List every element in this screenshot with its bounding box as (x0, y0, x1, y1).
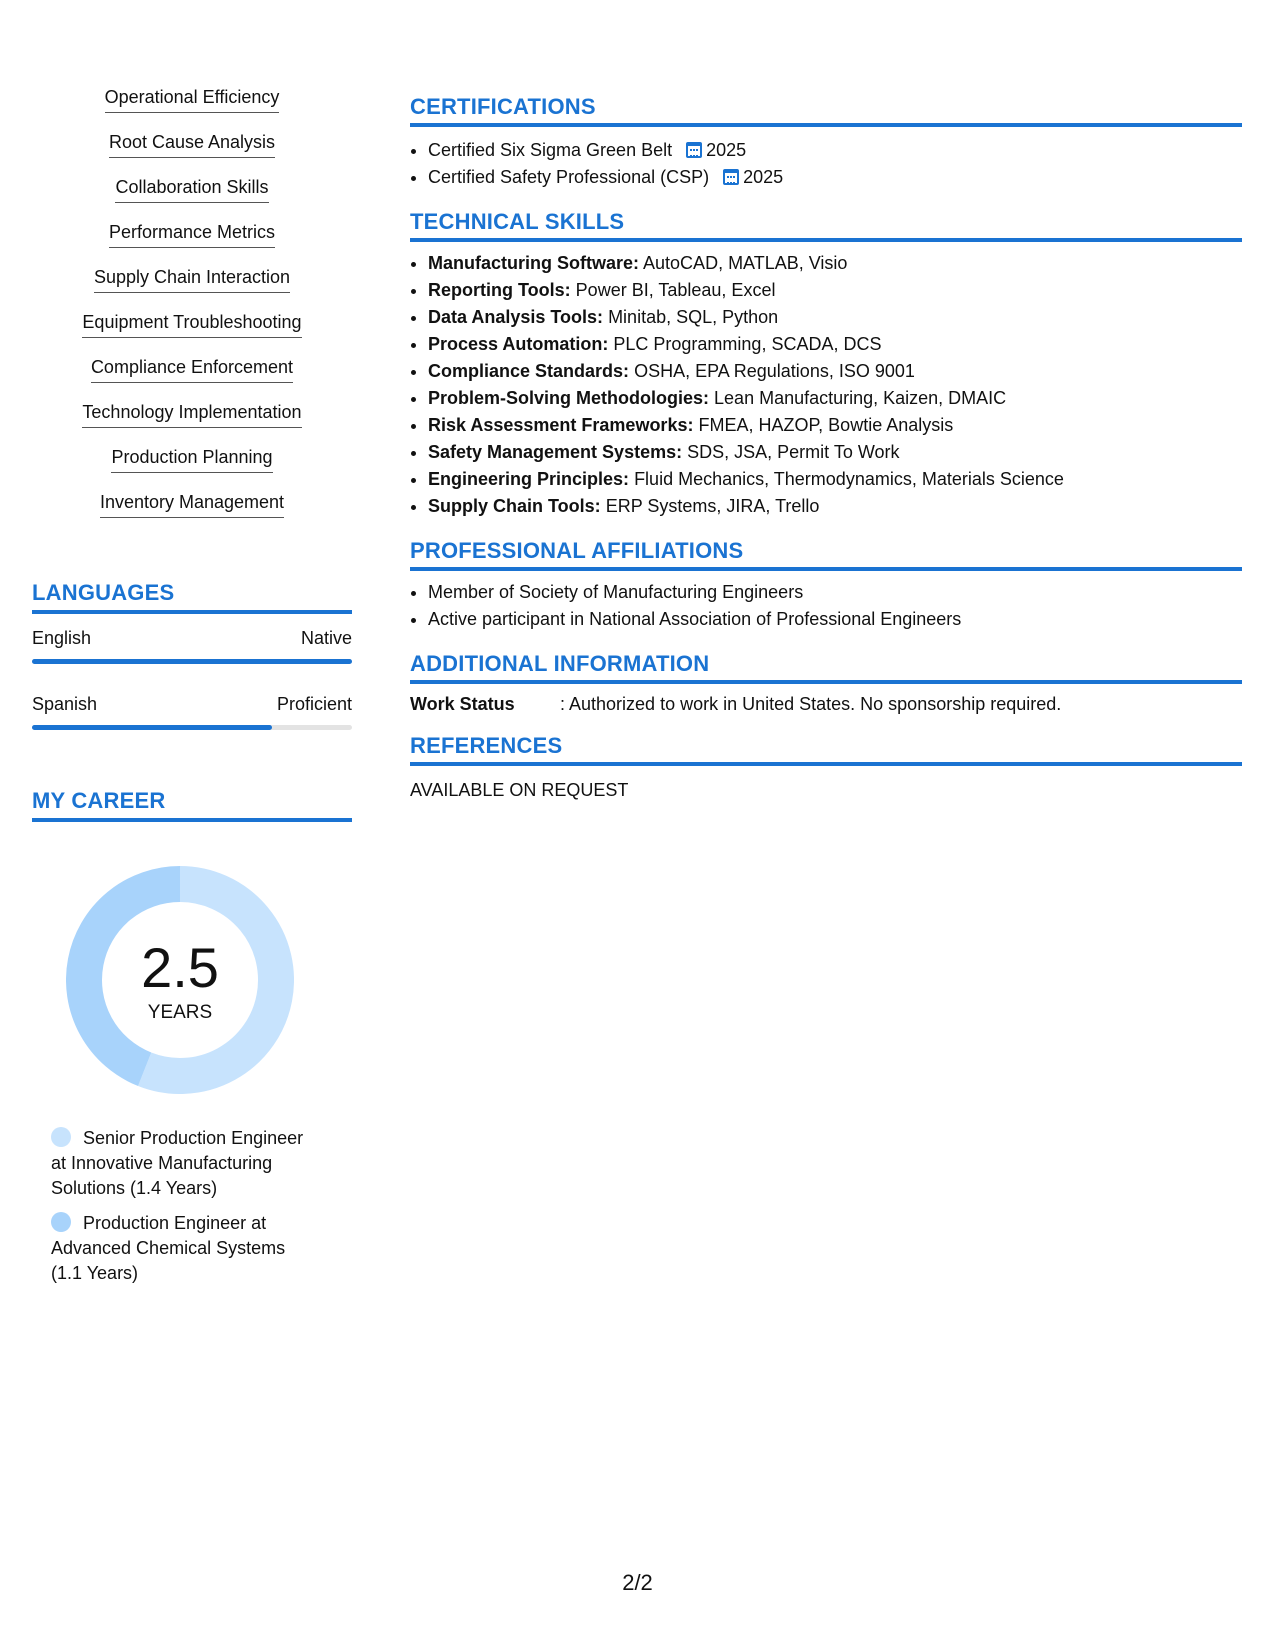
skill-item (32, 399, 352, 444)
legend-dot (51, 1127, 71, 1147)
language-level: Proficient (276, 694, 352, 714)
certification-item (428, 137, 1242, 164)
skill-label: Inventory Management (100, 489, 284, 518)
skill-label: Supply Chain Interaction (94, 264, 290, 293)
languages-heading: LANGUAGES (32, 580, 352, 614)
affiliation-item: • Active participant in National Association of Professional Engineers (428, 606, 1242, 633)
technical-skill-label: Safety Management Systems: (428, 442, 683, 462)
skill-label: Performance Metrics (109, 219, 275, 248)
skill-label: Collaboration Skills (115, 174, 268, 203)
right-column (410, 94, 1242, 801)
skill-label: Production Planning (111, 444, 272, 473)
technical-skill-item (428, 439, 1242, 466)
language-level: Native (300, 628, 352, 648)
language-name: English (32, 628, 92, 648)
technical-skill-label: Engineering Principles: (428, 469, 630, 489)
skill-item (32, 219, 352, 264)
legend-dot (51, 1212, 71, 1232)
technical-skill-value: ERP Systems, JIRA, Trello (605, 496, 820, 516)
language-english (32, 628, 352, 664)
technical-skill-value: FMEA, HAZOP, Bowtie Analysis (698, 415, 954, 435)
language-bar-fill (32, 659, 352, 664)
language-bar (32, 725, 352, 730)
technical-skill-value: SDS, JSA, Permit To Work (687, 442, 900, 462)
calendar-icon (686, 142, 702, 158)
donut-center (66, 866, 294, 1094)
technical-skill-label: Manufacturing Software: (428, 253, 640, 273)
skill-item (32, 354, 352, 399)
left-column (32, 84, 352, 1296)
technical-skill-label: Risk Assessment Frameworks: (428, 415, 694, 435)
affiliations-heading: PROFESSIONAL AFFILIATIONS (410, 538, 1242, 571)
technical-skill-label: Compliance Standards: (428, 361, 630, 381)
technical-skill-value: Power BI, Tableau, Excel (575, 280, 776, 300)
work-status-row (410, 694, 1242, 715)
skills-list (32, 84, 352, 534)
work-status-label: Work Status (410, 694, 515, 714)
certification-item (428, 164, 1242, 191)
technical-skill-item (428, 493, 1242, 520)
technical-skill-item (428, 466, 1242, 493)
language-name: Spanish (32, 694, 98, 714)
skill-label: Technology Implementation (82, 399, 301, 428)
language-bar-fill (32, 725, 272, 730)
technical-skill-label: Process Automation: (428, 334, 609, 354)
technical-skill-item (428, 385, 1242, 412)
technical-skill-label: Problem-Solving Methodologies: (428, 388, 710, 408)
career-donut (66, 866, 294, 1094)
certification-year: 2025 (706, 140, 747, 160)
technical-skill-value: Lean Manufacturing, Kaizen, DMAIC (714, 388, 1007, 408)
technical-skill-item (428, 304, 1242, 331)
technical-skill-label: Reporting Tools: (428, 280, 571, 300)
work-status-value: : Authorized to work in United States. No sponsorship required. (560, 694, 1062, 714)
skill-item (32, 309, 352, 354)
skill-item (32, 444, 352, 489)
career-total-value: 2.5 (141, 936, 219, 999)
career-heading: MY CAREER (32, 788, 352, 822)
career-legend-label: Senior Production Engineer at Innovative Manufacturing Solutions (1.4 Years) (51, 1128, 304, 1198)
skill-item (32, 264, 352, 309)
career-legend-label: Production Engineer at Advanced Chemical Systems (1.1 Years) (51, 1213, 286, 1283)
technical-skill-value: Minitab, SQL, Python (608, 307, 779, 327)
language-bar (32, 659, 352, 664)
technical-skills-heading: TECHNICAL SKILLS (410, 209, 1242, 242)
certifications-heading: CERTIFICATIONS (410, 94, 1242, 127)
certification-name: Certified Six Sigma Green Belt (428, 140, 673, 160)
certification-name: Certified Safety Professional (CSP) (428, 167, 710, 187)
skill-item (32, 174, 352, 219)
technical-skill-value: PLC Programming, SCADA, DCS (613, 334, 882, 354)
skill-item (32, 129, 352, 174)
calendar-icon (723, 169, 739, 185)
certification-year: 2025 (743, 167, 784, 187)
skill-item (32, 84, 352, 129)
technical-skill-value: Fluid Mechanics, Thermodynamics, Materials Science (634, 469, 1064, 489)
skill-label: Operational Efficiency (105, 84, 280, 113)
technical-skill-label: Data Analysis Tools: (428, 307, 604, 327)
technical-skill-value: OSHA, EPA Regulations, ISO 9001 (634, 361, 915, 381)
technical-skill-item (428, 358, 1242, 385)
technical-skill-label: Supply Chain Tools: (428, 496, 601, 516)
language-spanish (32, 694, 352, 730)
skill-label: Equipment Troubleshooting (82, 309, 301, 338)
career-total-unit: YEARS (147, 1002, 213, 1023)
affiliation-item: • Member of Society of Manufacturing Engineers (428, 579, 1242, 606)
affiliations-list (410, 579, 1242, 633)
page-number: 2/2 (622, 1570, 653, 1595)
references-heading: REFERENCES (410, 733, 1242, 766)
technical-skill-item (428, 331, 1242, 358)
technical-skill-item (428, 250, 1242, 277)
additional-info-heading: ADDITIONAL INFORMATION (410, 651, 1242, 684)
skill-label: Compliance Enforcement (91, 354, 293, 383)
references-text: AVAILABLE ON REQUEST (410, 780, 629, 800)
technical-skills-list (410, 250, 1242, 520)
technical-skill-item (428, 277, 1242, 304)
technical-skill-value: AutoCAD, MATLAB, Visio (643, 253, 848, 273)
career-legend (51, 1126, 321, 1286)
skill-item (32, 489, 352, 534)
technical-skill-item (428, 412, 1242, 439)
certifications-list (410, 137, 1242, 191)
career-legend-item (51, 1211, 321, 1286)
skill-label: Root Cause Analysis (109, 129, 275, 158)
career-legend-item (51, 1126, 321, 1201)
